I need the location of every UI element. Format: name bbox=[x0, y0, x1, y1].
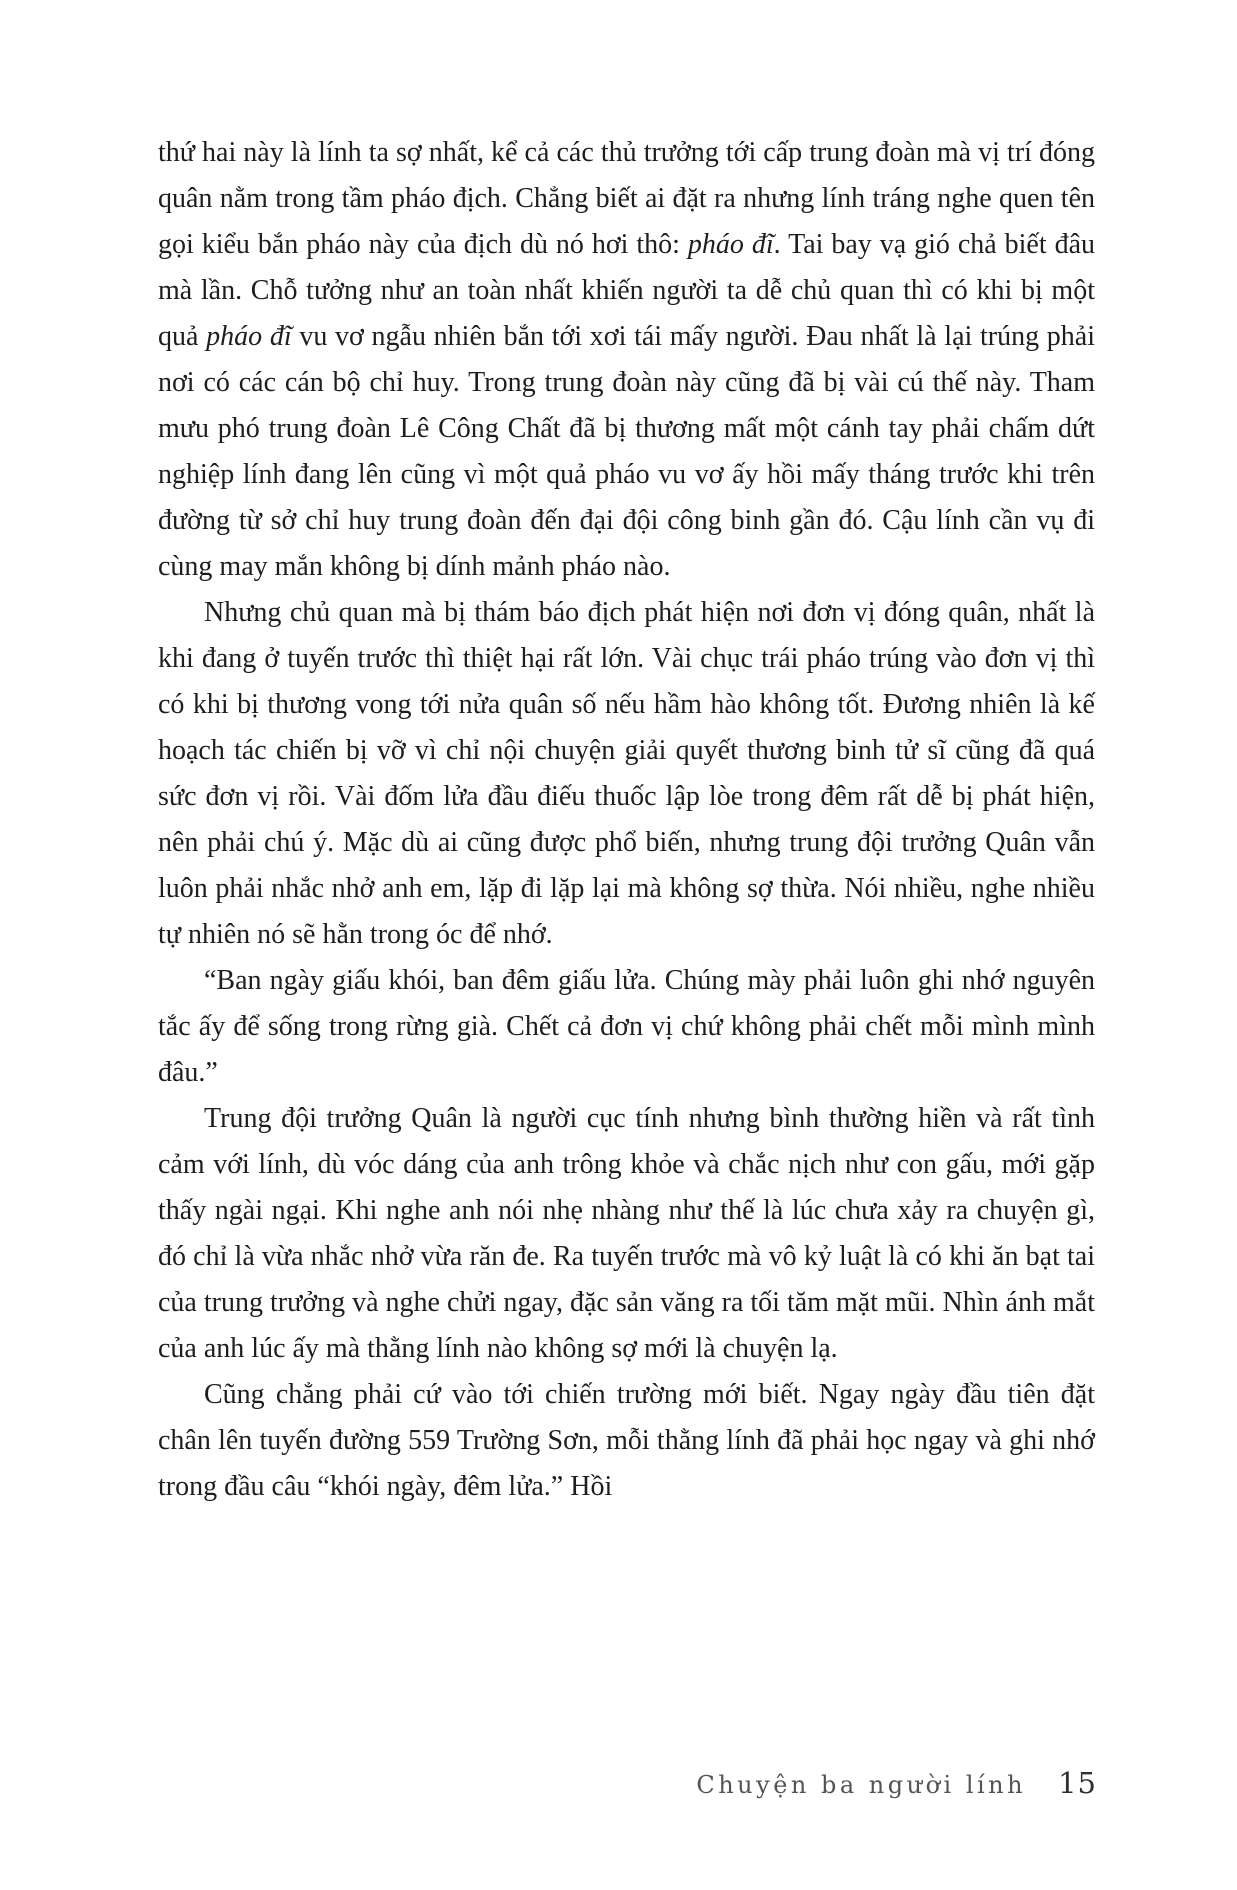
text-segment: Trung đội trưởng Quân là người cục tính nhưng bình thường hiền và rất tình cảm với lính, dù vóc dáng của anh trông khỏe và chắc nịch như con gấu, mới gặp thấy ngài ngại. Khi nghe anh nói nhẹ nhàng như thế là lúc chưa xảy ra chuyện gì, đó chỉ là vừa nhắc nhở vừa răn đe. Ra tuyến trước mà vô kỷ luật là có khi ăn bạt tai của trung trưởng và nghe chửi ngay, đặc sản văng ra tối tăm mặt mũi. Nhìn ánh mắt của anh lúc ấy mà thằng lính nào không sợ mới là chuyện lạ. bbox=[158, 1103, 1095, 1364]
text-segment: vu vơ ngẫu nhiên bắn tới xơi tái mấy người. Đau nhất là lại trúng phải nơi có các cán bộ chỉ huy. Trong trung đoàn này cũng đã bị vài cú thế này. Tham mưu phó trung đoàn Lê Công Chất đã bị thương mất một cánh tay phải chấm dứt nghiệp lính đang lên cũng vì một quả pháo vu vơ ấy hồi mấy tháng trước khi trên đường từ sở chỉ huy trung đoàn đến đại đội công binh gần đó. Cậu lính cần vụ đi cùng may mắn không bị dính mảnh pháo nào. bbox=[158, 321, 1095, 582]
text-segment: Nhưng chủ quan mà bị thám báo địch phát hiện nơi đơn vị đóng quân, nhất là khi đang ở tuyến trước thì thiệt hại rất lớn. Vài chục trái pháo trúng vào đơn vị thì có khi bị thương vong tới nửa quân số nếu hầm hào không tốt. Đương nhiên là kế hoạch tác chiến bị vỡ vì chỉ nội chuyện giải quyết thương binh tử sĩ cũng đã quá sức đơn vị rồi. Vài đốm lửa đầu điếu thuốc lập lòe trong đêm rất dễ bị phát hiện, nên phải chú ý. Mặc dù ai cũng được phổ biến, nhưng trung đội trưởng Quân vẫn luôn phải nhắc nhở anh em, lặp đi lặp lại mà không sợ thừa. Nói nhiều, nghe nhiều tự nhiên nó sẽ hằn trong óc để nhớ. bbox=[158, 597, 1095, 950]
page-footer bbox=[696, 1766, 1097, 1800]
text-segment: . Tai bay vạ gió chả biết đâu mà lần. Chỗ tưởng như an toàn nhất khiến người ta dễ chủ quan thì có khi bị một quả bbox=[158, 229, 1095, 352]
italic-phrase: pháo đĩ bbox=[206, 321, 292, 352]
paragraph bbox=[158, 130, 1095, 590]
page-number: 15 bbox=[1058, 1766, 1097, 1800]
paragraph bbox=[158, 1372, 1095, 1510]
body-text bbox=[158, 130, 1095, 1510]
paragraph bbox=[158, 590, 1095, 958]
paragraph bbox=[158, 958, 1095, 1096]
text-segment: “Ban ngày giấu khói, ban đêm giấu lửa. Chúng mày phải luôn ghi nhớ nguyên tắc ấy để sống trong rừng già. Chết cả đơn vị chứ không phải chết mỗi mình mình đâu.” bbox=[158, 965, 1095, 1088]
italic-phrase: pháo đĩ bbox=[687, 229, 774, 260]
text-segment: thứ hai này là lính ta sợ nhất, kể cả các thủ trưởng tới cấp trung đoàn mà vị trí đóng quân nằm trong tầm pháo địch. Chẳng biết ai đặt ra nhưng lính tráng nghe quen tên gọi kiểu bắn pháo này của địch dù nó hơi thô: bbox=[158, 137, 1095, 260]
text-segment: Cũng chẳng phải cứ vào tới chiến trường mới biết. Ngay ngày đầu tiên đặt chân lên tuyến đường 559 Trường Sơn, mỗi thằng lính đã phải học ngay và ghi nhớ trong đầu câu “khói ngày, đêm lửa.” Hồi bbox=[158, 1379, 1095, 1502]
paragraph bbox=[158, 1096, 1095, 1372]
running-title: Chuyện ba người lính bbox=[696, 1771, 1027, 1799]
